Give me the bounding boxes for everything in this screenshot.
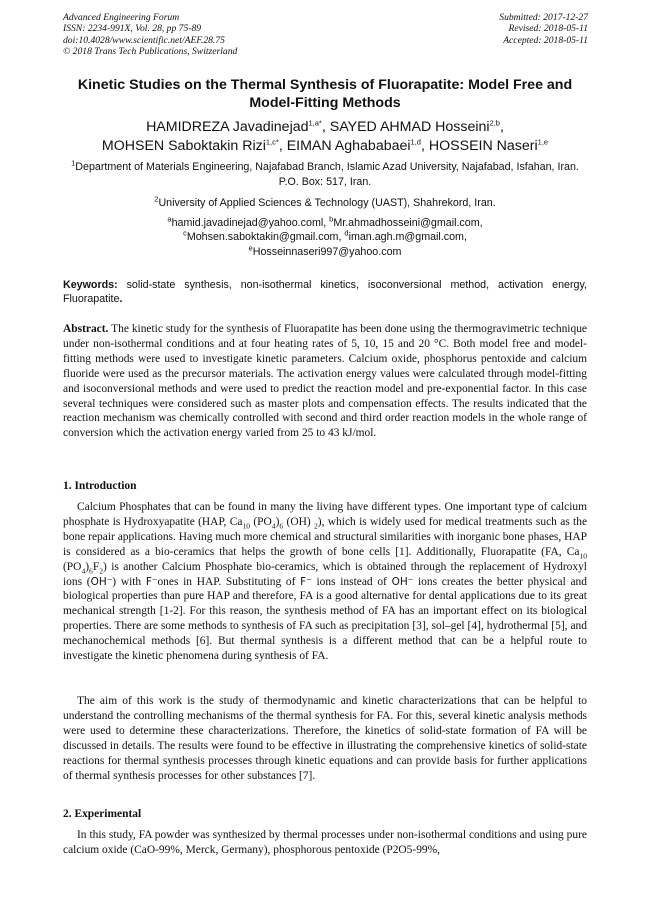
- affiliation-marker: 1: [71, 158, 76, 168]
- abstract-text: The kinetic study for the synthesis of Fluorapatite has been done using the thermogravimetric technique under non-isothermal conditions and at four heating rates of 5, 10, 15 and 20 °C. Both model free and model-fitting methods were used to investigate kinetic parameters. Calcium oxide, phosphorus pentoxide and calcium fluoride were used as the precursor materials. The activation energy values were calculated through model-fitting and isoconversional methods and were used to predict the reaction model and pre-exponential factor. In this case several techniques were considered such as master plots and compensation effects. The results indicated that the reaction mechanism was chemically controlled with second and third order reaction models in the whole range of conversion which the activation energy varied from 25 to 43 kJ/mol.: [63, 323, 587, 440]
- email-link[interactable]: Mohsen.saboktakin@gmail.com,: [186, 231, 342, 244]
- text-run: ) with: [112, 575, 146, 588]
- subscript: 4: [271, 521, 276, 531]
- email-marker: b: [329, 214, 334, 224]
- journal-header-left: [63, 12, 237, 57]
- text-run: ): [275, 515, 280, 528]
- affiliation-1: [62, 160, 588, 189]
- affiliation-2: [62, 196, 588, 211]
- subscript: 2: [99, 565, 104, 575]
- copyright: © 2018 Trans Tech Publications, Switzerland: [63, 45, 238, 57]
- author-affiliation-marker: 1,e: [537, 136, 549, 146]
- math-symbol: OH⁻: [90, 575, 113, 588]
- math-symbol: F⁻: [145, 575, 158, 588]
- text-run: (PO: [250, 515, 272, 528]
- doi[interactable]: doi:10.4028/www.scientific.net/AEF.28.75: [63, 34, 225, 46]
- author-affiliation-marker: 2,b: [489, 118, 500, 128]
- author-separator: ,: [321, 119, 330, 135]
- section-heading-introduction: 1. Introduction: [63, 480, 137, 492]
- text-run: (OH): [283, 515, 314, 528]
- text-run: ) is another Calcium Phosphate bio-ceramics, which is obtained through the replacement of Hydroxyl ions (: [63, 560, 587, 588]
- subscript: 6: [89, 565, 93, 575]
- experimental-paragraph-1: In this study, FA powder was synthesized by thermal processes under non-isothermal conditions and using pure calcium oxide (CaO-99%, Merck, Germany), phosphorous pentoxide (P2O5-99%,: [63, 829, 587, 856]
- paper-title: Kinetic Studies on the Thermal Synthesis of Fluorapatite: Model Free and Model-Fitting Methods: [77, 77, 573, 111]
- subscript: 10: [242, 521, 251, 531]
- keywords-text: solid-state synthesis, non-isothermal kinetics, isoconversional method, activation energy, Fluorapatite: [63, 279, 587, 306]
- affiliation-marker: 2: [154, 194, 159, 204]
- subscript: 6: [279, 521, 284, 531]
- text-run: ions creates the better physical and biological properties than pure HAP and therefore, FA is a good alternative for dental applications due to its great mechanical strength [1-2]. For this reason, the synthesis method of FA has an important effect on its biological properties. There are some methods to synthesis of FA such as precipitation [3], sol–gel [4], hydrothermal [5], and mechanochemical methods [6]. But thermal synthesis is a different method that can be a helpful route to investigate the kinetic phenomena during synthesis of FA.: [63, 575, 587, 663]
- author-separator: ,: [499, 119, 504, 135]
- author-separator: ,: [278, 137, 287, 154]
- text-run: ones in HAP. Substituting of: [157, 575, 301, 588]
- keywords-end: .: [119, 293, 123, 306]
- subscript: 2: [314, 521, 318, 531]
- issn-volume: ISSN: 2234-991X, Vol. 28, pp 75-89: [63, 23, 202, 35]
- affiliation-text: Department of Materials Engineering, Najafabad Branch, Islamic Azad University, Najafabad, Isfahan, Iran. P.O. Box: 517, Iran.: [75, 161, 579, 188]
- author-list: [60, 118, 590, 155]
- subscript: 10: [579, 551, 587, 560]
- text-run: F: [92, 560, 100, 573]
- subscript: 4: [81, 565, 86, 575]
- email-marker: d: [344, 228, 349, 238]
- submitted-date: Submitted: 2017-12-27: [499, 12, 588, 23]
- email-marker: a: [167, 214, 172, 224]
- revised-date: Revised: 2018-05-11: [508, 23, 588, 35]
- author-affiliation-marker: 1,c*: [265, 136, 279, 146]
- affiliation-text: University of Applied Sciences & Technology (UAST), Shahrekord, Iran.: [158, 197, 496, 209]
- author-affiliation-marker: 1,a*: [308, 118, 322, 128]
- introduction-paragraph-1: [63, 500, 587, 664]
- email-marker: e: [248, 243, 253, 253]
- section-heading-experimental: 2. Experimental: [63, 808, 142, 820]
- text-run: ions instead of: [311, 575, 392, 588]
- accepted-date: Accepted: 2018-05-11: [503, 34, 588, 46]
- email-link[interactable]: iman.agh.m@gmail.com,: [348, 231, 467, 244]
- abstract: [63, 322, 587, 441]
- text-run: Calcium Phosphates that can be found in many the living have different types. One important type of calcium phosphate is Hydroxyapatite (HAP, Ca: [63, 501, 587, 528]
- email-link[interactable]: hamid.javadinejad@yahoo.coml: [171, 217, 324, 229]
- text-run: ), which is widely used for medical treatments such as the bone repair applications. Having much more chemical and structural similarities with inorganic bone phases, HAP is considered as a bio-ceramics that helps the growth of bone cells [1]. Additionally, Fluorapatite (FA, Ca: [63, 515, 588, 558]
- text-run: ): [85, 560, 90, 573]
- keywords-label: Keywords:: [63, 279, 118, 291]
- text-run: (PO: [63, 560, 82, 573]
- author-name: SAYED AHMAD Hosseini: [329, 119, 490, 135]
- author-name: EIMAN Aghababaei: [286, 137, 411, 154]
- email-link[interactable]: Hosseinnaseri997@yahoo.com: [252, 245, 402, 258]
- introduction-paragraph-2: The aim of this work is the study of thermodynamic and kinetic characterizations that can be helpful to understand the controlling mechanisms of the thermal synthesis for FA. For this, several kinetic analysis methods were used to determine these characterizations. Therefore, the kinetics of solid-state formation of FA will be discussed in details. The results were found to be effective in illustrating the comprehensive kinetics of solid-state reactions for thermal synthesis processes through kinetic equations and can provide basis for further applications of thermal synthesis processes for other substances [7].: [63, 695, 587, 782]
- email-separator: ,: [323, 217, 330, 229]
- email-marker: c: [183, 228, 187, 238]
- journal-name: Advanced Engineering Forum: [63, 12, 180, 23]
- keywords: [63, 278, 587, 307]
- journal-header-right: [499, 12, 588, 46]
- author-name: HOSSEIN Naseri: [428, 137, 538, 154]
- author-separator: ,: [420, 137, 429, 154]
- math-symbol: F⁻: [300, 575, 312, 588]
- author-emails: [62, 216, 588, 259]
- abstract-label: Abstract.: [63, 323, 109, 335]
- email-link[interactable]: Mr.ahmadhosseini@gmail.com,: [333, 217, 483, 229]
- author-name: HAMIDREZA Javadinejad: [146, 119, 309, 135]
- math-symbol: OH⁻: [391, 575, 414, 588]
- author-name: MOHSEN Saboktakin Rizi: [101, 137, 266, 154]
- author-affiliation-marker: 1,d: [410, 136, 421, 146]
